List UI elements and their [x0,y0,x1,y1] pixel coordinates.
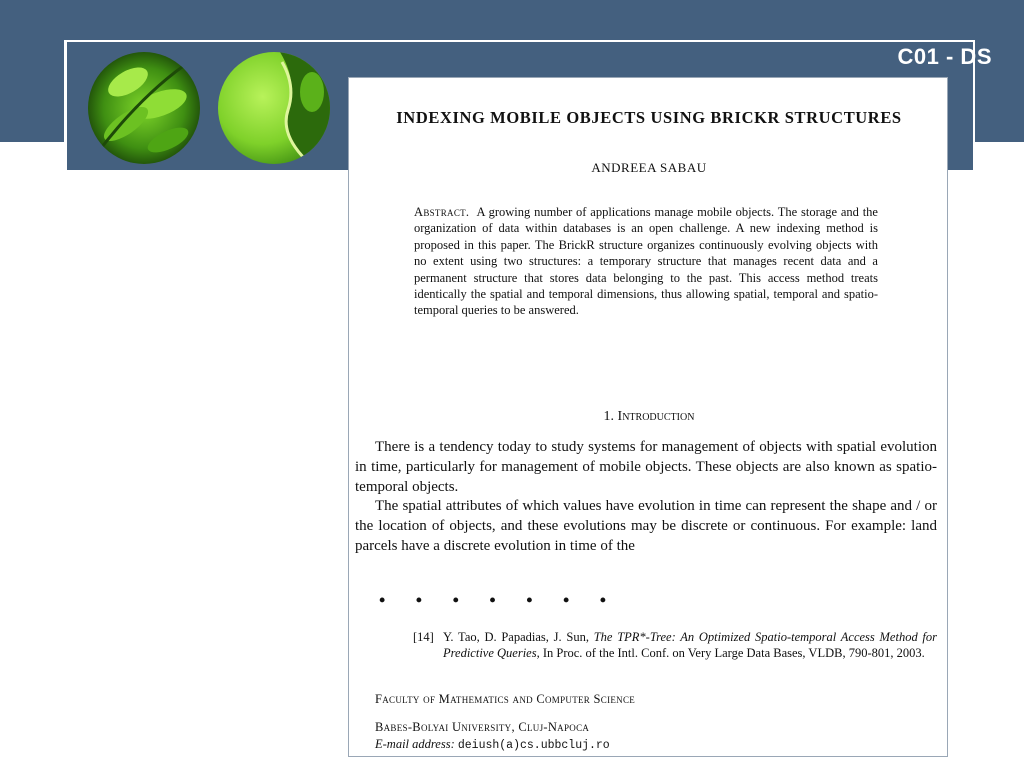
frame-line-left [64,40,67,171]
abstract-text: A growing number of applications manage mobile objects. The storage and the organization of data within databases is an open challenge. A new indexing method is proposed in this paper. The BrickR structure organizes continuously evolving objects with no extent using two structures: a temporary structure that manages recent data and a permanent structure that stores data belonging to the past. This access method treats identically the spatial and temporal dimensions, thus allowing spatial, temporal and spatio-temporal queries to be answered. [414,205,878,318]
affiliation-faculty: Faculty of Mathematics and Computer Science [375,692,636,706]
reference-title: The TPR*-Tree: An Optimized Spatio-temporal Access Method for Predictive Queries, [443,630,938,661]
reference-entry [413,629,937,661]
intro-paragraph-2: The spatial attributes of which values have evolution in time can represent the shape and / or the location of objects, and these evolutions may be discrete or continuous. For example: land parcels have a discrete evolution in time of the [355,498,937,554]
leaf-photo-icon [88,52,200,164]
section-number: 1. [603,409,615,424]
paper-title: INDEXING MOBILE OBJECTS USING BRICKR STRUCTURES [396,108,902,127]
email-address: deiush(a)cs.ubbcluj.ro [457,739,610,752]
ellipsis-dots: • • • • • • • [379,590,620,610]
email-label: E-mail address: [375,737,455,751]
abstract-label: Abstract. [414,205,470,219]
paper-author: ANDREEA SABAU [591,160,707,175]
frame-line-top [64,40,975,42]
section-heading [349,409,949,425]
slide-id-label: C01 - DS [897,44,992,69]
leaf-photo-icon [218,52,330,164]
abstract [414,204,878,319]
reference-authors: Y. Tao, D. Papadias, J. Sun, [443,630,589,644]
reference-rest: In Proc. of the Intl. Conf. on Very Large Data Bases, VLDB, 790-801, 2003. [542,646,925,661]
reference-number: [14] [413,630,434,644]
paper-page [348,77,948,757]
intro-text [355,438,937,557]
intro-paragraph-1: There is a tendency today to study systems for management of objects with spatial evolution in time, particularly for management of mobile objects. These objects are also known as spatio-temporal objects. [355,439,937,495]
affiliation-university: Babes-Bolyai University, Cluj-Napoca [375,720,590,734]
section-title: Introduction [617,409,695,424]
email-line [375,737,610,752]
